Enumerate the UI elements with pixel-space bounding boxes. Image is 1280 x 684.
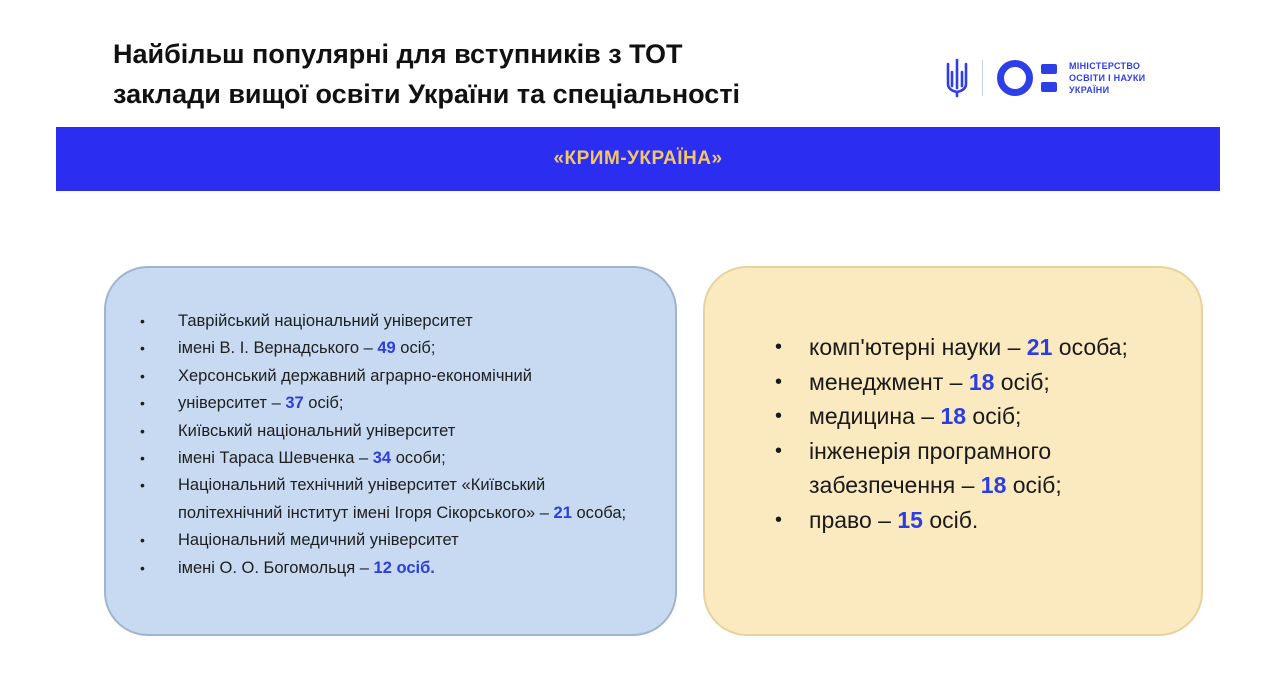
specialty-item-count: 15 (897, 506, 923, 533)
ministry-name (1069, 60, 1145, 96)
logo-divider (982, 60, 983, 96)
specialty-item-count: 18 (980, 472, 1007, 499)
specialties-list (769, 330, 1189, 538)
banner-label: «КРИМ-УКРАЇНА» (553, 148, 723, 169)
specialty-item-suffix: осіб; (1006, 472, 1062, 499)
university-item (136, 308, 646, 335)
slide-title-line-2: заклади вищої освіти України та спеціальності (113, 79, 741, 109)
specialty-item-suffix: осіб; (966, 403, 1022, 430)
university-item (136, 418, 646, 445)
specialty-item (769, 434, 1189, 503)
ministry-logo-mark (997, 60, 1057, 96)
university-item-suffix: осіб; (303, 394, 344, 413)
university-item (136, 527, 646, 554)
university-item-suffix: особи; (391, 449, 446, 468)
university-item-text: Київський національний університет (178, 421, 456, 440)
university-item-text: Національний технічний університет «Київський політехнічний інститут імені Ігоря Сікорського» – (178, 476, 554, 522)
specialty-item-text: комп'ютерні науки – (809, 334, 1027, 360)
trident-icon (944, 58, 970, 98)
specialty-item (769, 503, 1189, 538)
logo-bars-icon (1041, 64, 1057, 92)
university-item-text: Таврійський національний університет (178, 312, 473, 330)
university-item-text: Херсонський державний аграрно-економічний (178, 366, 532, 385)
university-item-text: Національний медичний університет (178, 531, 459, 550)
university-item-count: 21 (553, 503, 572, 522)
specialty-item-text: менеджмент – (809, 368, 969, 395)
specialty-item-text: медицина – (809, 403, 941, 430)
specialty-item (769, 330, 1189, 365)
specialty-item-text: право – (809, 506, 898, 533)
ministry-name-line-2: ОСВІТИ І НАУКИ (1069, 73, 1146, 83)
university-item-suffix: особа; (571, 503, 627, 522)
specialty-item-count: 18 (968, 368, 995, 395)
university-item (136, 390, 646, 417)
specialty-item-suffix: особа; (1052, 334, 1128, 360)
specialty-item-text: інженерія програмного забезпечення – (809, 437, 1052, 499)
section-banner (56, 127, 1220, 191)
ministry-name-line-3: УКРАЇНИ (1069, 85, 1110, 95)
university-item-text: імені Тараса Шевченка – (178, 449, 373, 468)
logo-ring-icon (997, 60, 1033, 96)
university-item-count: 12 осіб. (373, 558, 435, 577)
slide-title (113, 34, 740, 114)
ministry-logo (944, 56, 1145, 100)
university-item-count: 34 (372, 449, 392, 468)
university-item-suffix: осіб; (395, 339, 436, 358)
slide-title-line-1: Найбільш популярні для вступників з ТОТ (113, 39, 683, 69)
university-item (136, 363, 646, 390)
ministry-name-line-1: МІНІСТЕРСТВО (1069, 61, 1141, 71)
universities-list (136, 308, 646, 582)
university-item-text: університет – (178, 394, 286, 413)
university-item (136, 335, 646, 362)
university-item-text: імені О. О. Богомольця – (178, 558, 374, 577)
specialties-card (703, 266, 1203, 636)
specialty-item-suffix: осіб; (994, 368, 1050, 395)
university-item-count: 37 (285, 394, 304, 413)
university-item-text: імені В. І. Вернадського – (178, 339, 378, 358)
university-item (136, 445, 646, 472)
specialty-item-count: 18 (940, 403, 967, 430)
university-item-count: 49 (377, 339, 396, 358)
specialty-item-suffix: осіб. (922, 506, 979, 533)
university-item (136, 472, 646, 527)
specialty-item (769, 365, 1189, 400)
specialty-item (769, 399, 1189, 434)
university-item (136, 555, 646, 582)
universities-card (104, 266, 677, 636)
specialty-item-count: 21 (1026, 334, 1053, 360)
